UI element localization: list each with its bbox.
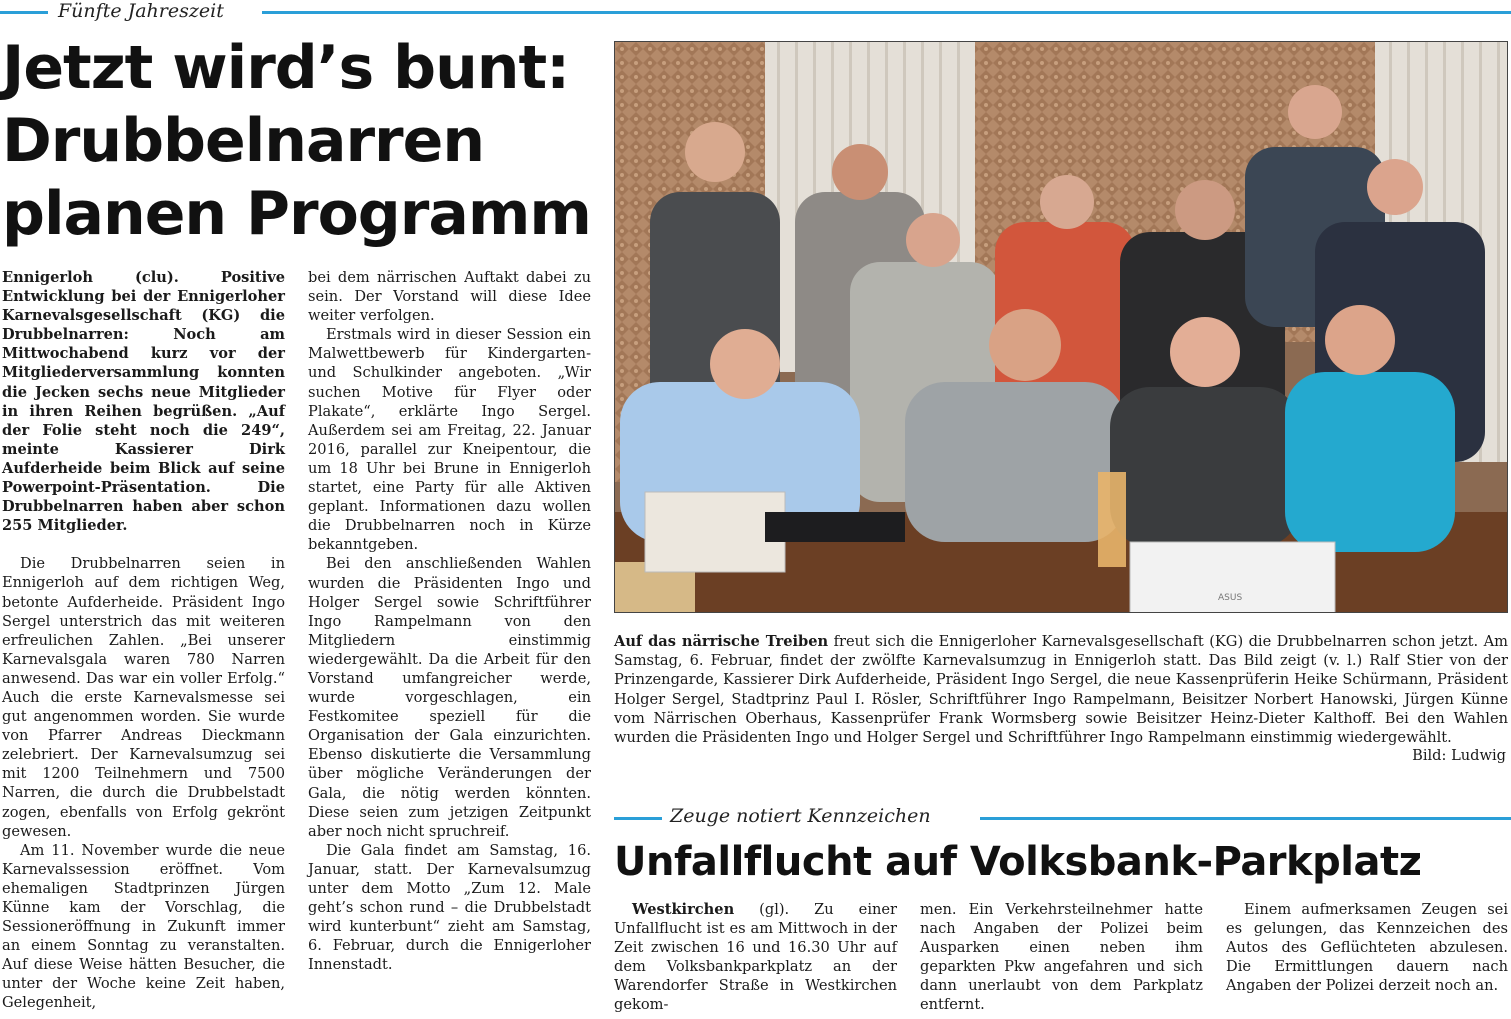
article-paragraph: Erstmals wird in dieser Session ein Malwettbewerb für Kindergarten- und Schulkinder angeboten. „Wir suchen Motive für Flyer oder Plakate“, erklärte Ingo Sergel. Außerdem sei am Freitag, 22. Januar 2016, parallel zur Kneipentour, die um 18 Uhr bei Brune in Ennigerloh startet, eine Party für alle Aktiven geplant. Informationen dazu wollen die Drubbelnarren noch in Kürze bekanntgeben. <box>308 326 591 554</box>
article-paragraph: Die Gala findet am Samstag, 16. Januar, statt. Der Karnevalsumzug unter dem Motto „Zum 12. Male geht’s schon rund – die Drubbelstadt wird kunterbunt“ zieht am Samstag, 6. Februar, durch die Ennigerloher Innenstadt. <box>308 841 591 974</box>
caption-lead: Auf das närrische Treiben <box>614 633 829 650</box>
section2-rule-right <box>980 817 1511 820</box>
article-paragraph: Die Drubbelnarren seien in Ennigerloh auf dem richtigen Weg, betonte Aufderheide. Präsident Ingo Sergel unterstrich das mit weiteren erfreulichen Zahlen. „Bei unserer Karnevalsgala waren 780 Narren anwesend. Das war ein voller Erfolg.“ Auch die erste Karnevalsmesse sei gut angenommen worden. Sie wurde von Pfarrer Andreas Dieckmann zelebriert. Der Karnevalsumzug sei mit 1200 Teilnehmern und 7500 Narren, die durch die Drubbelstadt zogen, ebenfalls von Erfolg gekrönt gewesen. <box>2 555 285 840</box>
laptop-label: ASUS <box>1218 593 1243 603</box>
headline-line-2: Drubbelnarren <box>2 106 485 176</box>
headline-line-1: Jetzt wird’s bunt: <box>2 33 570 103</box>
article-lead: Ennigerloh (clu). Positive Entwicklung bei der Ennigerloher Karnevalsgesellschaft (KG) die Drubbelnarren: Noch am Mittwochabend kurz vor der Mitgliederversammlung konnten die Jecken sechs neue Mitglieder in ihren Reihen begrüßen. „Auf der Folie steht noch die 249“, meinte Kassierer Dirk Aufderheide beim Blick auf seine Powerpoint-Präsentation. Die Drubbelnarren haben aber schon 255 Mitglieder. <box>2 269 285 535</box>
article2-column-3 <box>1226 900 1508 995</box>
photo-caption <box>614 632 1508 747</box>
section-rule-right <box>262 11 1511 14</box>
article-paragraph: Bei den anschließenden Wahlen wurden die Präsidenten Ingo und Holger Sergel sowie Schriftführer Ingo Rampelmann von den Mitgliedern einstimmig wiedergewählt. Da die Arbeit für den Vorstand umfangreicher werde, wurde vorgeschlagen, ein Festkomitee speziell für die Organisation der Gala einzurichten. Ebenso diskutierte die Versammlung über mögliche Veränderungen der Gala, die nötig werden könnten. Diese seien zum jetzigen Zeitpunkt aber noch nicht spruchreif. <box>308 555 591 840</box>
section-rule-left <box>0 11 48 14</box>
article2-dateline: Westkirchen <box>632 901 735 918</box>
article2-text: Einem aufmerksamen Zeugen sei es gelungen, das Kennzeichen des Autos des Geflüchteten abzulesen. Die Ermittlungen dauern nach Angaben der Polizei derzeit noch an. <box>1226 901 1508 995</box>
headline-line-3: planen Programm <box>2 179 591 249</box>
article2-column-2 <box>920 900 1203 1015</box>
article-paragraph: Am 11. November wurde die neue Karnevalssession eröffnet. Vom ehemaligen Stadtprinzen Jürgen Künne kam der Vorschlag, die Sessioneröffnung in Zukunft immer an einem Sonntag zu veranstalten. Auf diese Weise hätten Besucher, die unter der Woche keine Zeit haben, Gelegenheit, <box>2 841 285 1012</box>
article2-text: (gl). Zu einer Unfallflucht ist es am Mittwoch in der Zeit zwischen 16 und 16.30 Uhr auf dem Volksbankparkplatz an der Warendorfer Straße in Westkirchen gekom- <box>614 901 897 1014</box>
section-kicker: Fünfte Jahreszeit <box>58 0 224 22</box>
section2-kicker: Zeuge notiert Kennzeichen <box>670 805 931 827</box>
caption-text: freut sich die Ennigerloher Karnevalsgesellschaft (KG) die Drubbelnarren schon jetzt. Am Samstag, 6. Februar, findet der zwölfte Karnevalsumzug in Ennigerloh statt. Das Bild zeigt (v. l.) Ralf Stier von der Prinzengarde, Kassierer Dirk Aufderheide, Präsident Ingo Sergel, die neue Kassenprüferin Heike Schürmann, Präsident Holger Sergel, Stadtprinz Paul I. Rösler, Schriftführer Ingo Rampelmann, Beisitzer Norbert Hanowski, Jürgen Künne vom Närrischen Oberhaus, Kassenprüfer Frank Wormsberg sowie Beisitzer Heinz-Dieter Kalthoff. Bei den Wahlen wurden die Präsidenten Ingo und Holger Sergel und Schriftführer Ingo Rampelmann einstimmig wiedergewählt. <box>614 633 1508 747</box>
article-headline <box>2 32 591 251</box>
article-paragraph: bei dem närrischen Auftakt dabei zu sein. Der Vorstand will diese Idee weiter verfolgen. <box>308 269 591 325</box>
group-photo-image <box>615 42 1508 613</box>
photo-credit: Bild: Ludwig <box>1412 747 1506 764</box>
article2-text: men. Ein Verkehrsteilnehmer hatte nach Angaben der Polizei beim Ausparken einen neben ihm geparkten Pkw angefahren und sich dann unerlaubt von dem Parkplatz entfernt. <box>920 901 1203 1014</box>
article-column-2 <box>308 268 591 974</box>
article2-column-1 <box>614 900 897 1015</box>
article2-headline: Unfallflucht auf Volksbank-Parkplatz <box>614 839 1422 885</box>
section2-rule-left <box>614 817 662 820</box>
article-column-1 <box>2 268 285 1013</box>
group-photo <box>614 41 1508 613</box>
